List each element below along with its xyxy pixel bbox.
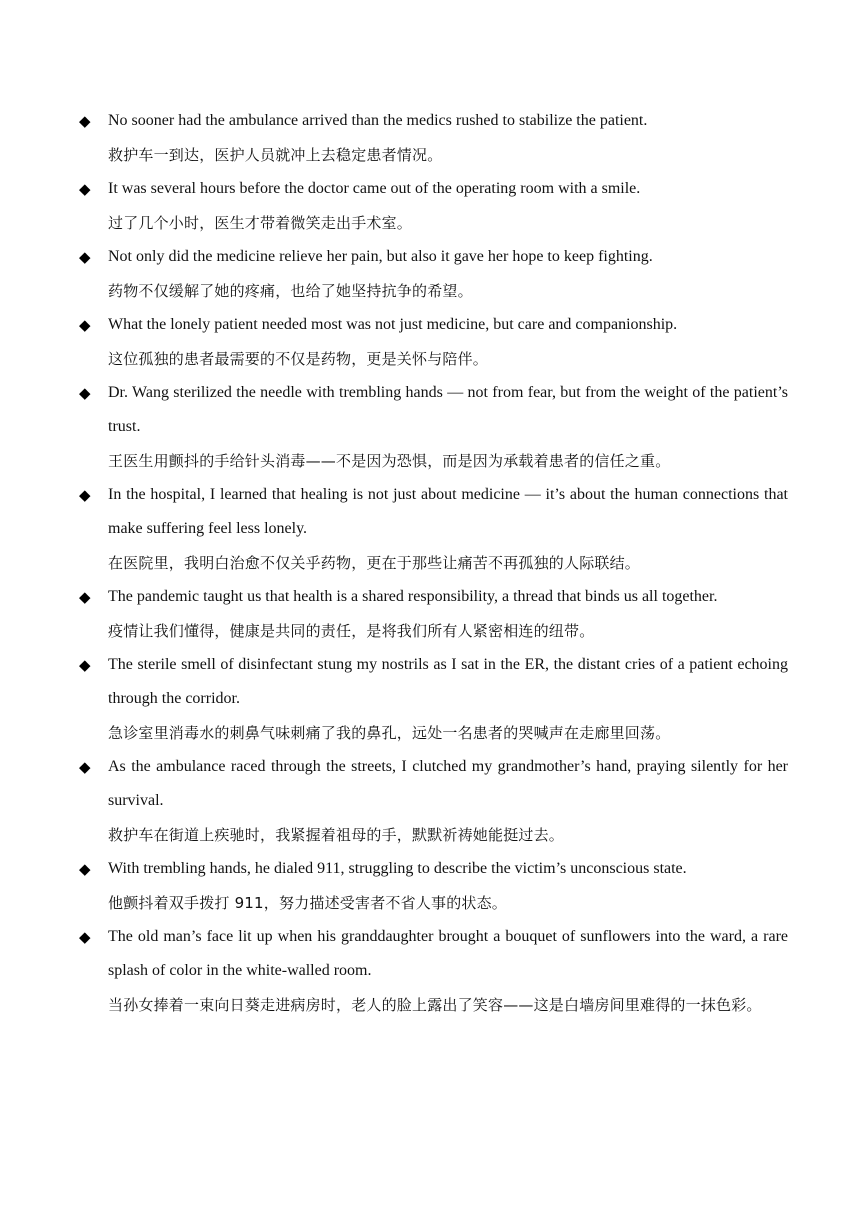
diamond-bullet-icon: ◆ [79,384,91,402]
diamond-bullet-icon: ◆ [79,588,91,606]
sentence-entry-1 [0,104,860,172]
sentence-entry-11 [0,920,860,1022]
english-sentence: As the ambulance raced through the streets, I clutched my grandmother’s hand, praying silently for her survival. [108,758,788,809]
chinese-translation: 他颤抖着双手拨打 911，努力描述受害者不省人事的状态。 [108,894,508,912]
chinese-translation: 在医院里，我明白治愈不仅关乎药物，更在于那些让痛苦不再孤独的人际联结。 [108,554,641,572]
english-sentence: In the hospital, I learned that healing is not just about medicine — it’s about the human connections that make suffering feel less lonely. [108,486,788,537]
chinese-translation: 救护车在街道上疾驰时，我紧握着祖母的手，默默祈祷她能挺过去。 [108,826,565,844]
sentence-entry-5 [0,376,860,478]
diamond-bullet-icon: ◆ [79,758,91,776]
english-sentence: Dr. Wang sterilized the needle with trembling hands — not from fear, but from the weight of the patient’s trust. [108,384,788,435]
chinese-translation: 王医生用颤抖的手给针头消毒——不是因为恐惧，而是因为承载着患者的信任之重。 [108,452,671,470]
diamond-bullet-icon: ◆ [79,316,91,334]
diamond-bullet-icon: ◆ [79,248,91,266]
sentence-entry-6 [0,478,860,580]
english-sentence: With trembling hands, he dialed 911, struggling to describe the victim’s unconscious state. [108,860,687,877]
english-sentence: What the lonely patient needed most was not just medicine, but care and companionship. [108,316,678,333]
chinese-translation: 疫情让我们懂得，健康是共同的责任，是将我们所有人紧密相连的纽带。 [108,622,595,640]
diamond-bullet-icon: ◆ [79,656,91,674]
chinese-translation: 当孙女捧着一束向日葵走进病房时，老人的脸上露出了笑容——这是白墙房间里难得的一抹色彩。 [108,996,762,1014]
document-page [0,104,860,1022]
chinese-translation: 过了几个小时，医生才带着微笑走出手术室。 [108,214,413,232]
english-sentence: The sterile smell of disinfectant stung my nostrils as I sat in the ER, the distant cries of a patient echoing through the corridor. [108,656,788,707]
english-sentence: No sooner had the ambulance arrived than the medics rushed to stabilize the patient. [108,112,648,129]
chinese-translation: 这位孤独的患者最需要的不仅是药物，更是关怀与陪伴。 [108,350,489,368]
sentence-entry-8 [0,648,860,750]
diamond-bullet-icon: ◆ [79,180,91,198]
diamond-bullet-icon: ◆ [79,928,91,946]
chinese-translation: 救护车一到达，医护人员就冲上去稳定患者情况。 [108,146,443,164]
diamond-bullet-icon: ◆ [79,860,91,878]
english-sentence: It was several hours before the doctor came out of the operating room with a smile. [108,180,641,197]
chinese-translation: 急诊室里消毒水的刺鼻气味刺痛了我的鼻孔，远处一名患者的哭喊声在走廊里回荡。 [108,724,671,742]
english-sentence: The old man’s face lit up when his granddaughter brought a bouquet of sunflowers into the ward, a rare splash of color in the white-walled room. [108,928,788,979]
diamond-bullet-icon: ◆ [79,112,91,130]
english-sentence: Not only did the medicine relieve her pain, but also it gave her hope to keep fighting. [108,248,653,265]
sentence-entry-3 [0,240,860,308]
sentence-entry-7 [0,580,860,648]
sentence-entry-9 [0,750,860,852]
sentence-entry-4 [0,308,860,376]
sentence-entry-10 [0,852,860,920]
chinese-translation: 药物不仅缓解了她的疼痛，也给了她坚持抗争的希望。 [108,282,473,300]
sentence-entry-2 [0,172,860,240]
diamond-bullet-icon: ◆ [79,486,91,504]
english-sentence: The pandemic taught us that health is a shared responsibility, a thread that binds us all together. [108,588,718,605]
